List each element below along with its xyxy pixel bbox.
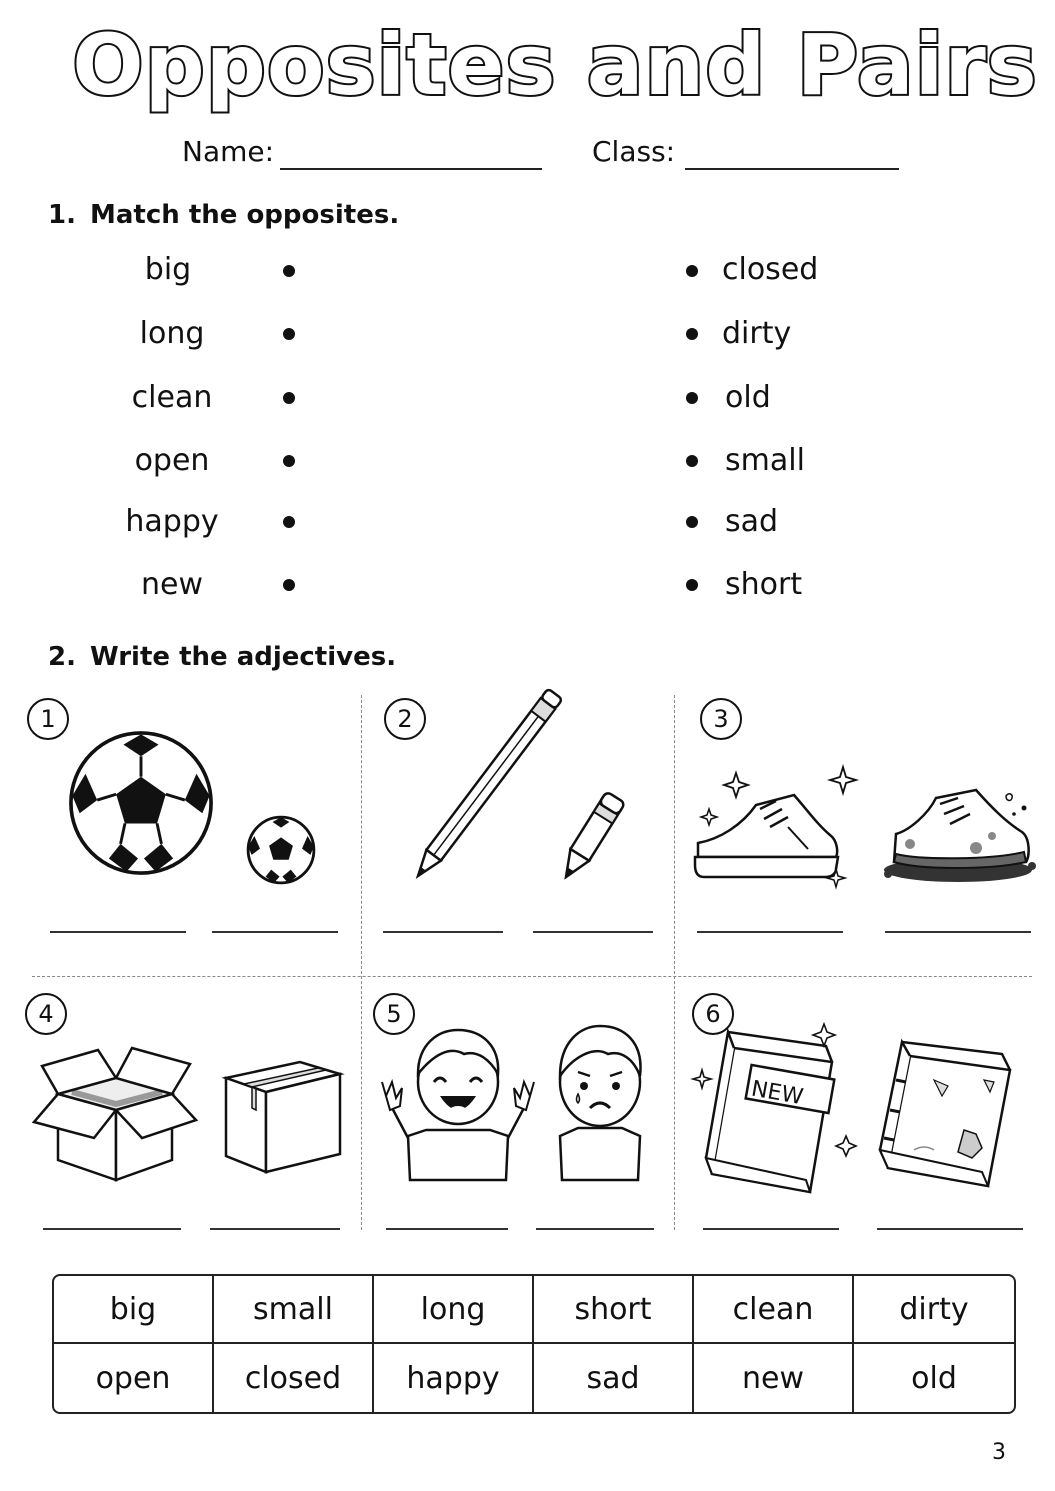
item-number: 1	[27, 698, 69, 740]
answer-line[interactable]	[383, 931, 503, 933]
answer-line[interactable]	[877, 1228, 1023, 1230]
long-pencil-icon	[400, 698, 535, 884]
match-dot-right[interactable]	[686, 392, 698, 404]
page-title: Opposites and Pairs	[72, 16, 1038, 114]
answer-line[interactable]	[536, 1228, 654, 1230]
word-bank	[52, 1274, 1016, 1414]
word-bank-cell: dirty	[854, 1276, 1014, 1344]
right-word: short	[725, 567, 803, 602]
match-dot-right[interactable]	[686, 265, 698, 277]
match-dot-left[interactable]	[283, 516, 295, 528]
right-word: small	[725, 443, 805, 478]
old-book-icon	[874, 1040, 1024, 1190]
word-bank-cell: new	[694, 1344, 854, 1412]
left-word: long	[139, 316, 205, 351]
match-dot-right[interactable]	[686, 579, 698, 591]
clean-shoe-icon	[690, 765, 850, 890]
dirty-shoe-icon	[880, 778, 1040, 888]
word-bank-cell: old	[911, 1360, 957, 1396]
item-number: 2	[384, 698, 426, 740]
left-word: open	[134, 443, 210, 478]
match-dot-left[interactable]	[283, 392, 295, 404]
item-number: 4	[25, 993, 67, 1035]
match-dot-left[interactable]	[283, 328, 295, 340]
big-ball-icon	[68, 730, 214, 876]
word-bank-cell: sad	[534, 1344, 694, 1412]
section2-heading: Write the adjectives.	[90, 642, 397, 672]
grid-divider	[361, 695, 362, 1230]
happy-boy-icon	[378, 1020, 538, 1180]
right-word: sad	[725, 504, 779, 539]
word-bank-cell: long	[374, 1276, 534, 1344]
item-number: 6	[692, 993, 734, 1035]
word-bank-cell: big	[54, 1276, 214, 1344]
class-label: Class:	[592, 135, 676, 168]
section1-number: 1.	[48, 200, 76, 230]
word-bank-cell: short	[534, 1276, 694, 1344]
open-box-icon	[32, 1040, 198, 1182]
match-dot-left[interactable]	[283, 579, 295, 591]
answer-line[interactable]	[50, 931, 186, 933]
match-dot-right[interactable]	[686, 516, 698, 528]
right-word: dirty	[722, 316, 792, 351]
match-dot-right[interactable]	[686, 328, 698, 340]
answer-line[interactable]	[210, 1228, 340, 1230]
right-word: closed	[722, 252, 819, 287]
left-word: new	[140, 567, 203, 602]
grid-divider	[32, 976, 1032, 977]
grid-divider	[674, 695, 675, 1230]
answer-line[interactable]	[212, 931, 338, 933]
left-word: happy	[125, 504, 219, 539]
word-bank-cell: clean	[694, 1276, 854, 1344]
answer-line[interactable]	[697, 931, 843, 933]
answer-line[interactable]	[43, 1228, 181, 1230]
left-word: big	[144, 252, 192, 287]
answer-line[interactable]	[386, 1228, 508, 1230]
answer-line[interactable]	[885, 931, 1031, 933]
match-dot-left[interactable]	[283, 455, 295, 467]
short-pencil-icon	[558, 785, 636, 883]
match-dot-left[interactable]	[283, 265, 295, 277]
page-number: 3	[992, 1440, 1006, 1465]
section1-heading: Match the opposites.	[90, 200, 400, 230]
word-bank-cell: small	[214, 1276, 374, 1344]
answer-line[interactable]	[703, 1228, 839, 1230]
match-dot-right[interactable]	[686, 455, 698, 467]
answer-line[interactable]	[533, 931, 653, 933]
left-word: clean	[131, 380, 213, 415]
closed-box-icon	[222, 1052, 344, 1176]
item-number: 3	[700, 698, 742, 740]
name-label: Name:	[182, 135, 275, 168]
name-field[interactable]	[280, 168, 542, 170]
word-bank-cell: closed	[214, 1344, 374, 1412]
section2-number: 2.	[48, 642, 76, 672]
small-ball-icon	[246, 815, 316, 885]
book-label: NEW	[749, 1076, 805, 1111]
right-word: old	[725, 380, 771, 415]
word-bank-cell: happy	[374, 1344, 534, 1412]
item-number: 5	[373, 993, 415, 1035]
class-field[interactable]	[685, 168, 899, 170]
word-bank-cell: open	[54, 1344, 214, 1412]
sad-boy-icon	[548, 1020, 652, 1180]
new-book-icon	[692, 1020, 862, 1194]
